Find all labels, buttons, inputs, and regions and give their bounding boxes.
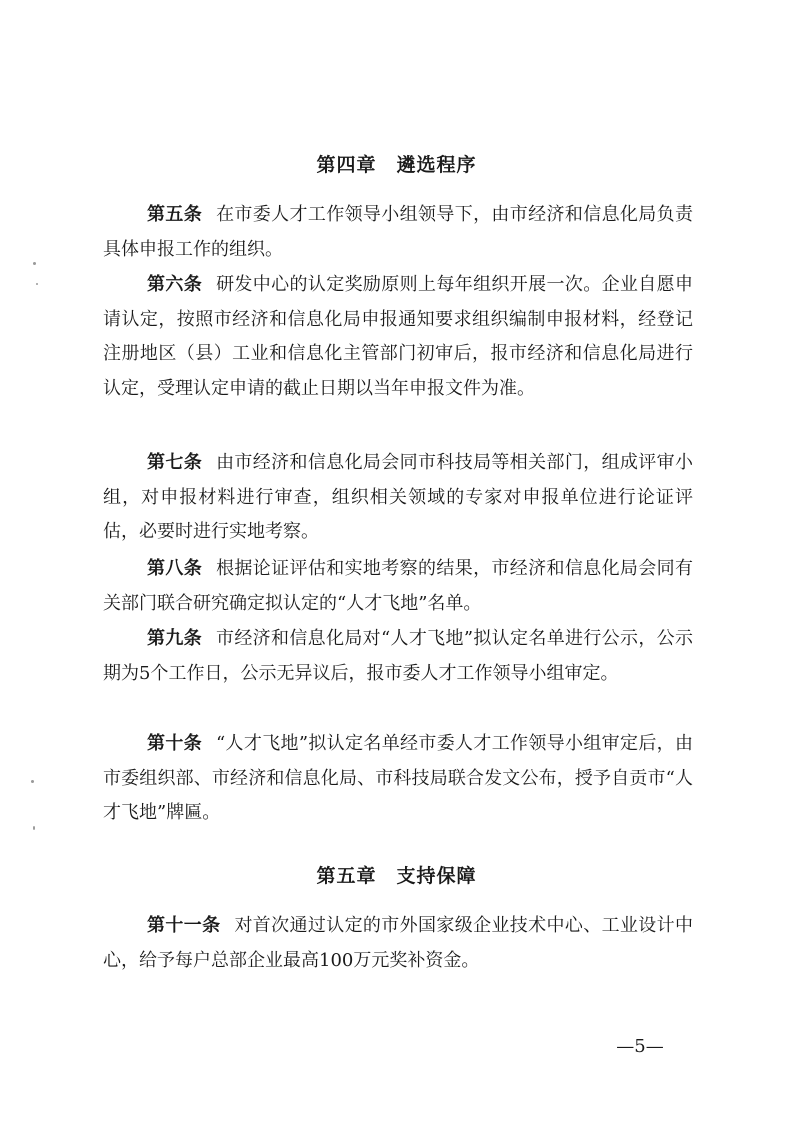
chapter-4-heading: 第四章 遴选程序 (316, 154, 477, 176)
article-11-text: 对首次通过认定的市外国家级企业技术中心、工业设计中心，给予每户总部企业最高100万元奖补资金。 (103, 915, 694, 971)
article-10 (103, 727, 693, 831)
article-8 (103, 552, 693, 621)
scan-speck (31, 780, 34, 783)
article-9-number: 第九条 (147, 628, 202, 649)
article-5 (103, 198, 693, 267)
article-6-number: 第六条 (147, 274, 203, 295)
article-8-text: 根据论证评估和实地考察的结果，市经济和信息化局会同有关部门联合研究确定拟认定的“人才飞地”名单。 (103, 558, 694, 614)
article-11 (103, 909, 693, 978)
article-6 (103, 268, 693, 406)
article-7-number: 第七条 (147, 452, 203, 473)
article-7 (103, 446, 693, 550)
article-7-text: 由市经济和信息化局会同市科技局等相关部门，组成评审小组，对申报材料进行审查，组织相关领域的专家对申报单位进行论证评估，必要时进行实地考察。 (103, 452, 694, 542)
chapter-5-heading: 第五章 支持保障 (316, 865, 477, 887)
article-8-number: 第八条 (147, 558, 203, 579)
article-9-text: 市经济和信息化局对“人才飞地”拟认定名单进行公示，公示期为5个工作日，公示无异议后，报市委人才工作领导小组审定。 (103, 628, 694, 684)
article-5-number: 第五条 (147, 204, 203, 225)
scan-speck (33, 262, 36, 265)
article-10-number: 第十条 (147, 733, 202, 754)
article-11-number: 第十一条 (147, 915, 221, 936)
scan-speck (33, 826, 35, 830)
scan-speck (36, 283, 38, 285)
article-10-text: “人才飞地”拟认定名单经市委人才工作领导小组审定后，由市委组织部、市经济和信息化局、市科技局联合发文公布，授予自贡市“人才飞地”牌匾。 (103, 733, 694, 823)
article-5-text: 在市委人才工作领导小组领导下，由市经济和信息化局负责具体申报工作的组织。 (103, 204, 694, 260)
article-6-text: 研发中心的认定奖励原则上每年组织开展一次。企业自愿申请认定，按照市经济和信息化局申报通知要求组织编制申报材料，经登记注册地区（县）工业和信息化主管部门初审后，报市经济和信息化局进行认定，受理认定申请的截止日期以当年申报文件为准。 (103, 274, 694, 399)
article-9 (103, 622, 693, 691)
page-number: —5— (616, 1036, 664, 1057)
